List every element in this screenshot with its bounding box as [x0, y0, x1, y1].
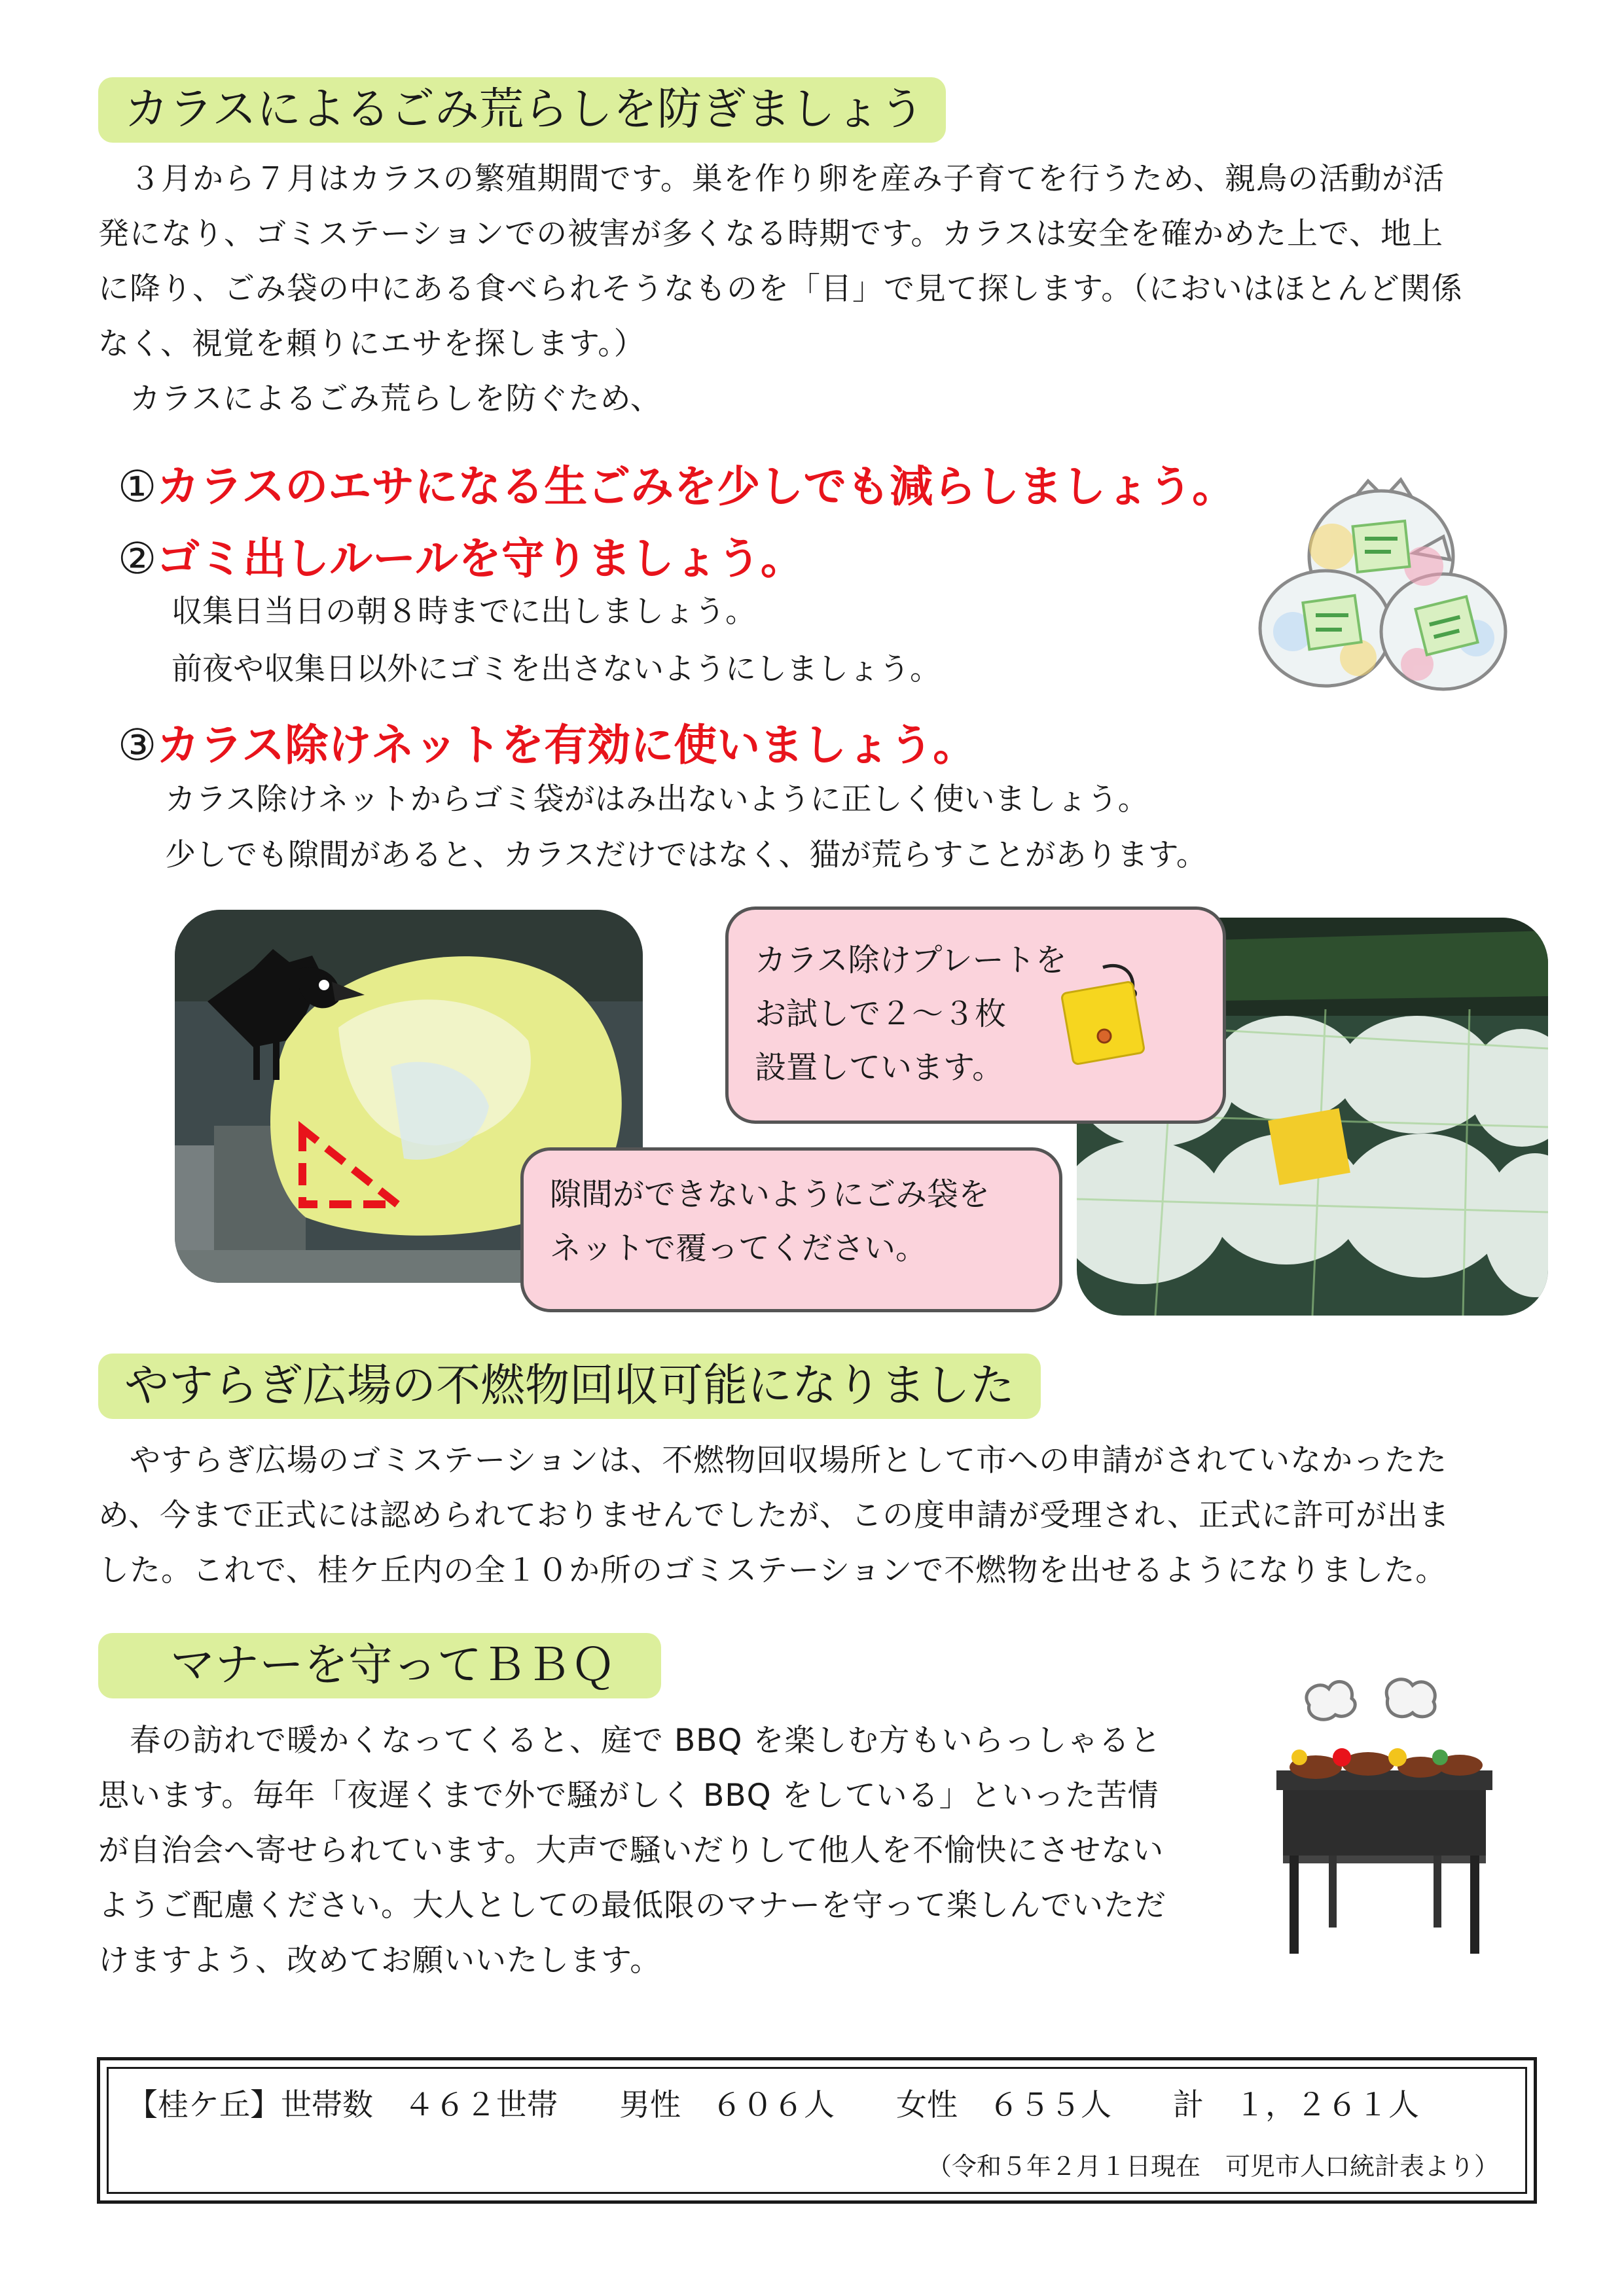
repellent-plate-icon — [1057, 961, 1155, 1079]
bbq-line: 思います。毎年「夜遅くまで外で騒がしく BBQ をしている」といった苦情 — [98, 1778, 1159, 1814]
gap-callout-line: 隙間ができないようにごみ袋を — [550, 1176, 990, 1213]
plate-callout-line: 設置しています。 — [755, 1049, 1004, 1086]
rule-number: ② — [118, 533, 157, 584]
yasuragi-section-heading: やすらぎ広場の不燃物回収可能になりました — [98, 1354, 1041, 1419]
rule-item-2 — [118, 524, 804, 586]
rule-number: ① — [118, 461, 157, 512]
rule-3-note: 少しでも隙間があると、カラスだけではなく、猫が荒らすことがあります。 — [165, 837, 1207, 873]
rule-item-1 — [118, 452, 1235, 514]
bbq-line: ようご配慮ください。大人としての最低限のマナーを守って楽しんでいただ — [98, 1888, 1166, 1924]
crow-intro-line: ３月から７月はカラスの繁殖期間です。巣を作り卵を産み子育てを行うため、親鳥の活動が活 — [130, 161, 1445, 197]
gap-callout-line: ネットで覆ってください。 — [550, 1230, 928, 1266]
garbage-bags-illustration — [1254, 468, 1515, 697]
crow-intro-line: なく、視覚を頼りにエサを探します。） — [98, 326, 645, 362]
bbq-body — [98, 1713, 1224, 1988]
plate-callout-line: カラス除けプレートを — [755, 942, 1067, 978]
rule-text: ゴミ出しルールを守りましょう。 — [156, 533, 804, 584]
rule-item-3 — [118, 710, 976, 772]
population-stats-line: 【桂ケ丘】世帯数 ４６２世帯 男性 ６０６人 女性 ６５５人 計 １，２６１人 — [127, 2087, 1419, 2123]
bbq-line: けますよう、改めてお願いいたします。 — [98, 1943, 662, 1979]
rule-2-note: 収集日当日の朝８時までに出しましょう。 — [171, 594, 756, 630]
population-stats-box — [97, 2057, 1537, 2204]
crow-intro-line: に降り、ごみ袋の中にある食べられそうなものを「目」で見て探します。（においはほとんど関係 — [98, 271, 1463, 307]
gap-callout — [520, 1147, 1062, 1312]
bbq-line: 春の訪れで暖かくなってくると、庭で BBQ を楽しむ方もいらっしゃると — [130, 1723, 1162, 1759]
plate-callout-line: お試しで２～３枚 — [755, 996, 1007, 1032]
rule-3-note: カラス除けネットからゴミ袋がはみ出ないように正しく使いましょう。 — [165, 781, 1149, 817]
rule-text: カラス除けネットを有効に使いましょう。 — [156, 720, 977, 770]
rule-2-note: 前夜や収集日以外にゴミを出さないようにしましょう。 — [171, 651, 941, 687]
population-stats-inner — [107, 2067, 1527, 2194]
population-stats-source: （令和５年２月１日現在 可児市人口統計表より） — [926, 2152, 1499, 2181]
yasuragi-line: やすらぎ広場のゴミステーションは、不燃物回収場所として市への申請がされていなかったた — [130, 1443, 1448, 1479]
rule-text: カラスのエサになる生ごみを少しでも減らしましょう。 — [156, 461, 1236, 512]
crow-intro — [98, 152, 1538, 427]
yasuragi-line: め、今まで正式には認められておりませんでしたが、この度申請が受理され、正式に許可が出ま — [98, 1498, 1450, 1534]
bbq-grill-illustration — [1263, 1659, 1506, 1960]
yasuragi-line: した。これで、桂ケ丘内の全１０か所のゴミステーションで不燃物を出せるようになりました。 — [98, 1552, 1447, 1588]
rule-number: ③ — [118, 720, 157, 770]
crow-section-heading: カラスによるごみ荒らしを防ぎましょう — [98, 77, 946, 143]
crow-intro-line: 発になり、ゴミステーションでの被害が多くなる時期です。カラスは安全を確かめた上で、地上 — [98, 216, 1444, 252]
bbq-line: が自治会へ寄せられています。大声で騒いだりして他人を不愉快にさせない — [98, 1833, 1164, 1869]
yasuragi-body — [98, 1433, 1538, 1598]
bbq-section-heading: マナーを守ってＢＢＱ — [98, 1633, 661, 1698]
crow-lead: カラスによるごみ荒らしを防ぐため、 — [130, 381, 662, 417]
